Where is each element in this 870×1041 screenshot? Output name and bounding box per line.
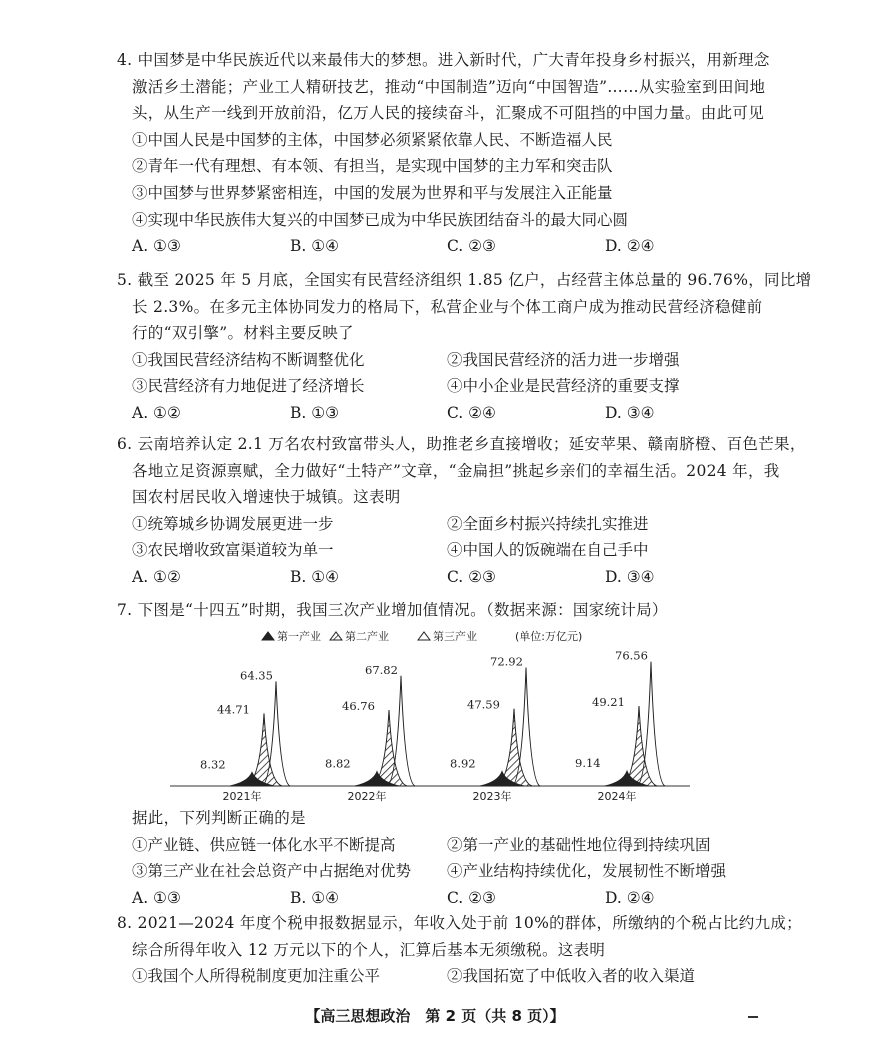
- answer-choice: D. ②④: [605, 888, 655, 907]
- x-tick-label: 2024年: [597, 790, 637, 802]
- data-label: 8.82: [325, 756, 351, 771]
- statement-item: ④实现中华民族伟大复兴的中国梦已成为中华民族团结奋斗的最大同心圆: [132, 210, 629, 229]
- statement-item: ②全面乡村振兴持续扎实推进: [447, 514, 649, 533]
- statement-item: ①中国人民是中国梦的主体，中国梦必须紧紧依靠人民、不断造福人民: [132, 130, 613, 149]
- legend-swatch: [330, 632, 342, 640]
- answer-choice: B. ①④: [290, 237, 340, 256]
- x-tick-label: 2022年: [347, 790, 387, 802]
- stem-line: 长 2.3%。在多元主体协同发力的格局下，私营企业与个体工商户成为推动民营经济稳健前: [132, 297, 763, 316]
- data-label: 47.59: [467, 697, 500, 712]
- answer-choice: C. ②③: [447, 888, 496, 907]
- x-tick-label: 2023年: [472, 790, 512, 802]
- data-label: 9.14: [575, 756, 601, 771]
- stem-line: 各地立足资源禀赋，全力做好“土特产”文章，“金扁担”挑起乡亲们的幸福生活。2024 年，我: [132, 461, 780, 480]
- statement-item: ③农民增收致富渠道较为单一: [132, 541, 334, 560]
- answer-choice: A. ①③: [132, 237, 181, 256]
- stem-line: 头，从生产一线到开放前沿，亿万人民的接续奋斗，汇聚成不可阻挡的中国力量。由此可见: [132, 104, 765, 123]
- data-label: 72.92: [490, 654, 523, 669]
- statement-item: ④中小企业是民营经济的重要支撑: [447, 377, 680, 396]
- answer-choice: B. ①④: [290, 888, 340, 907]
- data-label: 8.32: [200, 757, 226, 772]
- answer-choice: B. ①③: [290, 404, 340, 422]
- legend-label: 第一产业: [277, 630, 321, 643]
- stem-line: 5. 截至 2025 年 5 月底，全国实有民营经济组织 1.85 亿户，占经营主体总量的 96.76%，同比增: [117, 271, 812, 289]
- data-label: 46.76: [342, 699, 375, 714]
- statement-item: ②我国民营经济的活力进一步增强: [447, 350, 680, 369]
- statement-item: ①产业链、供应链一体化水平不断提高: [132, 835, 396, 854]
- answer-choice: B. ①④: [290, 568, 340, 586]
- statement-item: ④中国人的饭碗端在自己手中: [447, 541, 649, 560]
- statement-item: ②青年一代有理想、有本领、有担当，是实现中国梦的主力军和突击队: [132, 157, 613, 176]
- stem-line: 国农村居民收入增速快于城镇。这表明: [132, 488, 401, 507]
- statement-item: ③第三产业在社会总资产中占据绝对优势: [132, 862, 412, 881]
- answer-choice: A. ①③: [132, 888, 181, 907]
- legend-swatch: [262, 632, 274, 640]
- data-label: 44.71: [217, 702, 250, 717]
- data-label: 64.35: [240, 668, 273, 683]
- statement-item: ③民营经济有力地促进了经济增长: [132, 377, 365, 396]
- answer-choice: C. ②③: [447, 568, 496, 586]
- statement-item: ②我国拓宽了中低收入者的收入渠道: [447, 967, 696, 986]
- stem-line: 8. 2021—2024 年度个税申报数据显示，年收入处于前 10%的群体，所缴纳的个税占比约九成；: [117, 914, 802, 932]
- statement-item: ①我国民营经济结构不断调整优化: [132, 350, 365, 369]
- statement-item: ①统筹城乡协调发展更进一步: [132, 514, 334, 533]
- page-footer: 【高三思想政治 第 2 页（共 8 页）】: [305, 1007, 565, 1025]
- legend-label: 第二产业: [345, 630, 389, 643]
- stem-line: 6. 云南培养认定 2.1 万名农村致富带头人，助推老乡直接增收；延安苹果、赣南脐橙、百色芒果，: [117, 435, 806, 453]
- stem-line: 7. 下图是“十四五”时期，我国三次产业增加值情况。（数据来源：国家统计局）: [117, 601, 668, 619]
- answer-choice: C. ②③: [447, 237, 496, 256]
- data-label: 67.82: [365, 662, 398, 677]
- statement-item: ①我国个人所得税制度更加注重公平: [132, 967, 381, 986]
- answer-choice: A. ①②: [132, 568, 181, 586]
- answer-choice: C. ②④: [447, 404, 496, 422]
- statement-item: ②第一产业的基础性地位得到持续巩固: [447, 835, 711, 854]
- answer-choice: D. ②④: [605, 237, 655, 256]
- answer-choice: D. ③④: [605, 568, 655, 586]
- industry-value-chart: [170, 626, 690, 802]
- stem-line: 综合所得年收入 12 万元以下的个人，汇算后基本无须缴税。这表明: [132, 940, 606, 959]
- chart-unit-label: (单位:万亿元): [515, 630, 583, 643]
- chart-svg: [170, 626, 690, 802]
- stem-line: 4. 中国梦是中华民族近代以来最伟大的梦想。进入新时代，广大青年投身乡村振兴，用新理念: [117, 51, 770, 69]
- stem-line: 行的“双引擎”。材料主要反映了: [132, 324, 354, 343]
- statement-item: ④产业结构持续优化，发展韧性不断增强: [447, 862, 727, 881]
- data-label: 49.21: [592, 695, 625, 710]
- stem-line: 据此，下列判断正确的是: [132, 809, 306, 827]
- corner-mark: [748, 1016, 758, 1018]
- legend-label: 第三产业: [433, 630, 477, 643]
- legend-swatch: [418, 632, 430, 640]
- answer-choice: D. ③④: [605, 404, 655, 422]
- data-label: 76.56: [615, 648, 648, 663]
- data-label: 8.92: [450, 756, 476, 771]
- stem-line: 激活乡土潜能；产业工人精研技艺，推动“中国制造”迈向“中国智造”……从实验室到田间地: [132, 77, 766, 96]
- statement-item: ③中国梦与世界梦紧密相连，中国的发展为世界和平与发展注入正能量: [132, 184, 613, 202]
- answer-choice: A. ①②: [132, 404, 181, 422]
- x-tick-label: 2021年: [222, 790, 262, 802]
